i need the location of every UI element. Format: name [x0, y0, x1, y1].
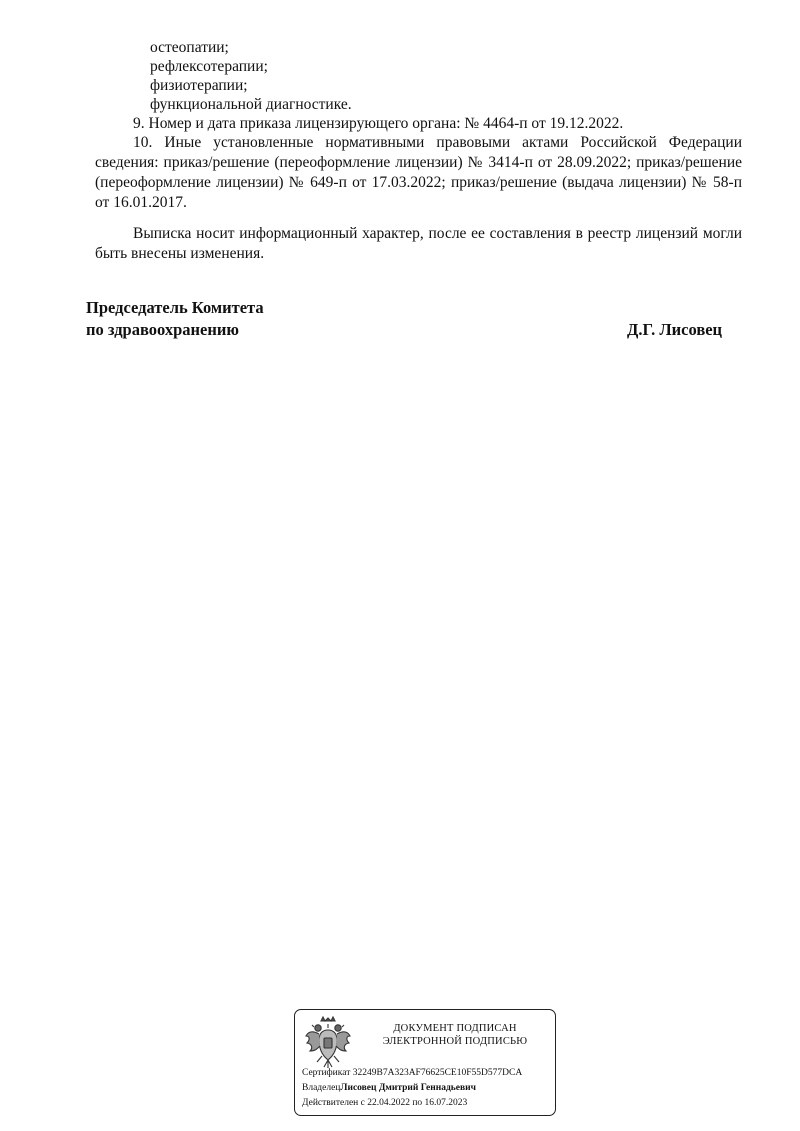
double-headed-eagle-emblem-icon — [304, 1016, 352, 1070]
list-item-physiotherapy: физиотерапии; — [150, 77, 248, 94]
signatory-name: Д.Г. Лисовец — [627, 320, 723, 339]
stamp-title-line2: ЭЛЕКТРОННОЙ ПОДПИСЬЮ — [382, 1036, 528, 1047]
note-paragraph — [95, 224, 742, 264]
certificate-value: 32249B7A323AF76625CE10F55D577DCA — [352, 1068, 523, 1078]
list-item-osteopathy: остеопатии; — [150, 39, 229, 56]
stamp-title-line1: ДОКУМЕНТ ПОДПИСАН — [393, 1023, 517, 1034]
item-10-paragraph — [95, 133, 742, 213]
stamp-validity-line: Действителен с 22.04.2022 по 16.07.2023 — [302, 1098, 468, 1108]
item-9-order-number: 9. Номер и дата приказа лицензирующего органа: № 4464-п от 19.12.2022. — [133, 115, 624, 132]
stamp-owner-line — [302, 1082, 476, 1094]
signatory-title-line1: Председатель Комитета — [86, 298, 264, 317]
signatory-title-line2: по здравоохранению — [86, 320, 240, 339]
item-10-text: 10. Иные установленные нормативными правовыми актами Российской Федерации сведения: приказ/решение (переоформление лицензии) № 3414-п от 28.09.2022; приказ/решение (переоформление лицензии) № 649-п от 17.03.2022; приказ/решение (выдача лицензии) № 58-п от 16.01.2017. — [95, 134, 742, 211]
list-item-reflexotherapy: рефлексотерапии; — [150, 58, 268, 75]
list-item-functional-diagnostics: функциональной диагностике. — [150, 96, 352, 113]
owner-label: Владелец — [302, 1083, 341, 1093]
stamp-certificate-line — [302, 1067, 522, 1079]
certificate-label: Сертификат — [302, 1068, 351, 1078]
electronic-signature-stamp — [294, 1009, 556, 1116]
owner-value: Лисовец Дмитрий Геннадьевич — [340, 1083, 476, 1093]
note-text: Выписка носит информационный характер, после ее составления в реестр лицензий могли быть внесены изменения. — [95, 225, 742, 262]
